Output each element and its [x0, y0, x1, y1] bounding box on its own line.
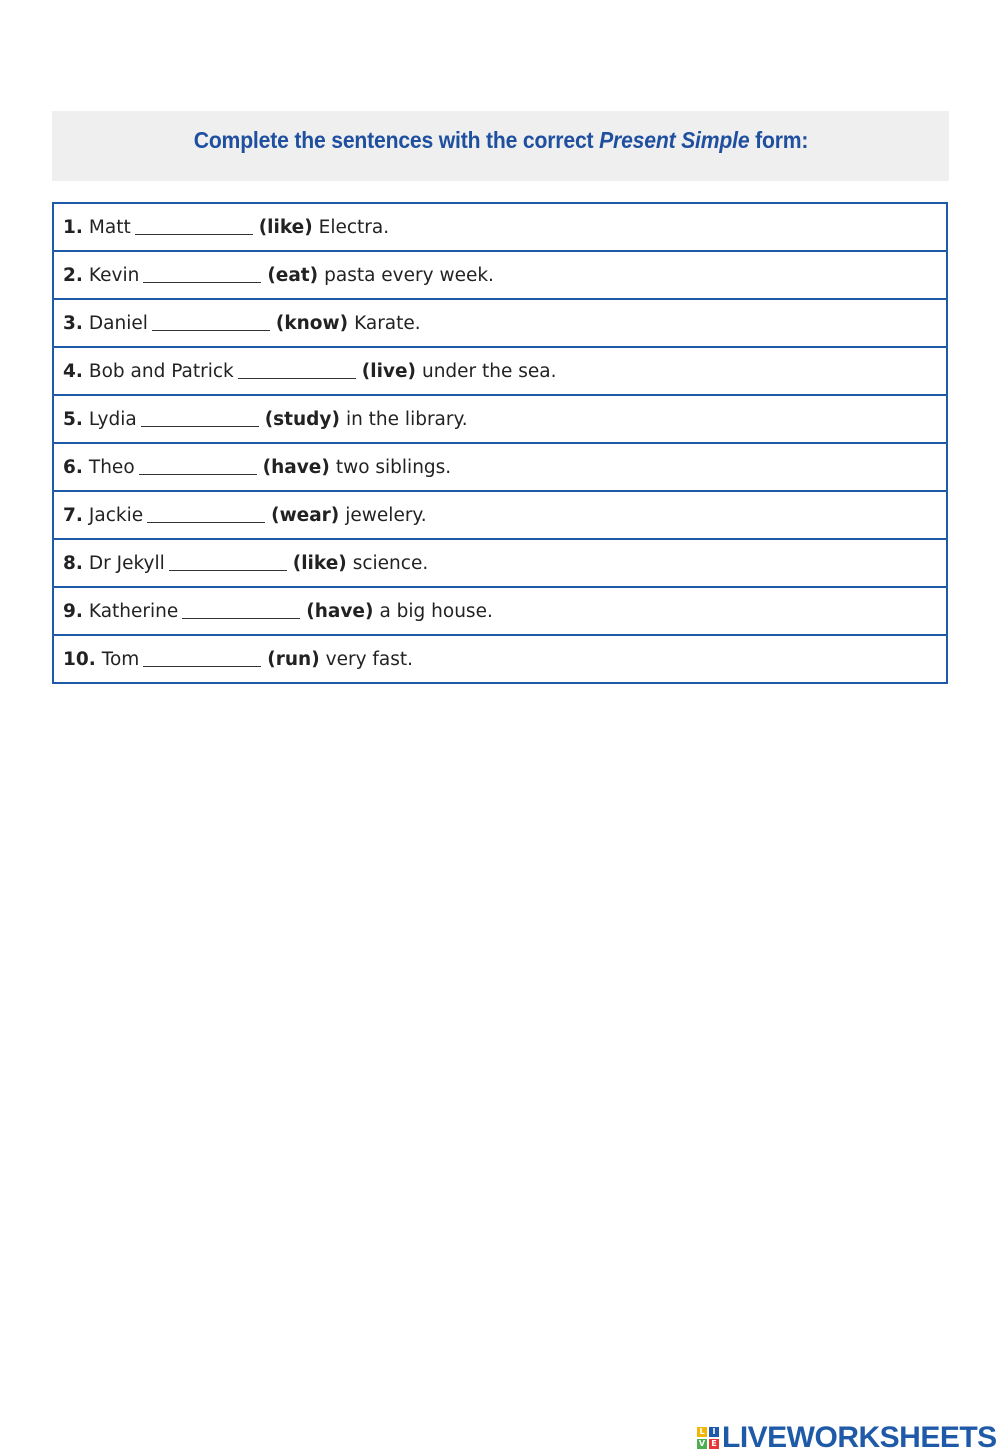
sentence-row	[54, 588, 946, 636]
answer-blank[interactable]	[147, 507, 265, 523]
sentence-number: 3.	[63, 312, 83, 334]
sentence-row	[54, 300, 946, 348]
logo-grid-icon	[697, 1427, 719, 1449]
answer-blank[interactable]	[143, 267, 261, 283]
sentence-row	[54, 492, 946, 540]
sentence-number: 10.	[63, 648, 96, 670]
logo-tile: I	[709, 1427, 719, 1437]
sentence-ending: very fast.	[325, 648, 414, 670]
sentence-number: 9.	[63, 600, 83, 622]
logo-text: LIVEWORKSHEETS	[722, 1421, 997, 1454]
answer-blank[interactable]	[182, 603, 300, 619]
answer-blank[interactable]	[169, 555, 287, 571]
sentence-subject: Tom	[101, 648, 140, 670]
sentence-row	[54, 636, 946, 682]
sentence-verb: (study)	[264, 408, 340, 430]
logo-tile: V	[698, 1439, 706, 1448]
instruction-title	[193, 127, 808, 154]
answer-blank[interactable]	[139, 459, 257, 475]
sentence-row	[54, 348, 946, 396]
sentence-verb: (run)	[267, 648, 320, 670]
sentence-subject: Lydia	[88, 408, 137, 430]
sentence-ending: jewelery.	[345, 504, 427, 526]
liveworksheets-logo	[697, 1421, 997, 1455]
sentence-verb: (eat)	[267, 264, 319, 286]
logo-tile: L	[697, 1427, 707, 1437]
sentence-verb: (have)	[306, 600, 374, 622]
sentence-row	[54, 252, 946, 300]
answer-blank[interactable]	[135, 219, 253, 235]
sentence-number: 5.	[63, 408, 83, 430]
sentence-subject: Dr Jekyll	[88, 552, 165, 574]
answer-blank[interactable]	[143, 651, 261, 667]
sentence-ending: pasta every week.	[324, 264, 494, 286]
sentence-subject: Bob and Patrick	[88, 360, 234, 382]
sentence-subject: Jackie	[88, 504, 144, 526]
sentence-ending: science.	[352, 552, 429, 574]
sentence-number: 6.	[63, 456, 83, 478]
sentence-ending: in the library.	[345, 408, 468, 430]
answer-blank[interactable]	[152, 315, 270, 331]
sentence-subject: Matt	[88, 216, 131, 238]
sentence-row	[54, 204, 946, 252]
sentence-subject: Theo	[88, 456, 135, 478]
sentence-verb: (live)	[361, 360, 416, 382]
sentence-ending: a big house.	[379, 600, 493, 622]
sentence-number: 8.	[63, 552, 83, 574]
sentence-subject: Kevin	[88, 264, 140, 286]
sentence-ending: two siblings.	[335, 456, 452, 478]
sentence-subject: Daniel	[88, 312, 148, 334]
answer-blank[interactable]	[238, 363, 356, 379]
sentence-table	[52, 202, 948, 684]
sentence-number: 1.	[63, 216, 83, 238]
title-text-start: Complete the sentences with the correct	[193, 127, 599, 153]
sentence-row	[54, 396, 946, 444]
title-text-italic: Present Simple	[598, 127, 749, 153]
sentence-ending: under the sea.	[421, 360, 557, 382]
sentence-verb: (know)	[275, 312, 349, 334]
sentence-number: 2.	[63, 264, 83, 286]
sentence-ending: Electra.	[318, 216, 390, 238]
sentence-subject: Katherine	[88, 600, 179, 622]
answer-blank[interactable]	[141, 411, 259, 427]
sentence-ending: Karate.	[354, 312, 421, 334]
sentence-verb: (like)	[258, 216, 313, 238]
sentence-number: 7.	[63, 504, 83, 526]
sentence-verb: (wear)	[271, 504, 340, 526]
sentence-row	[54, 540, 946, 588]
sentence-verb: (have)	[262, 456, 330, 478]
instruction-header	[52, 111, 949, 181]
sentence-verb: (like)	[292, 552, 347, 574]
sentence-row	[54, 444, 946, 492]
sentence-number: 4.	[63, 360, 83, 382]
logo-tile: E	[709, 1439, 719, 1449]
title-text-end: form:	[748, 127, 808, 153]
